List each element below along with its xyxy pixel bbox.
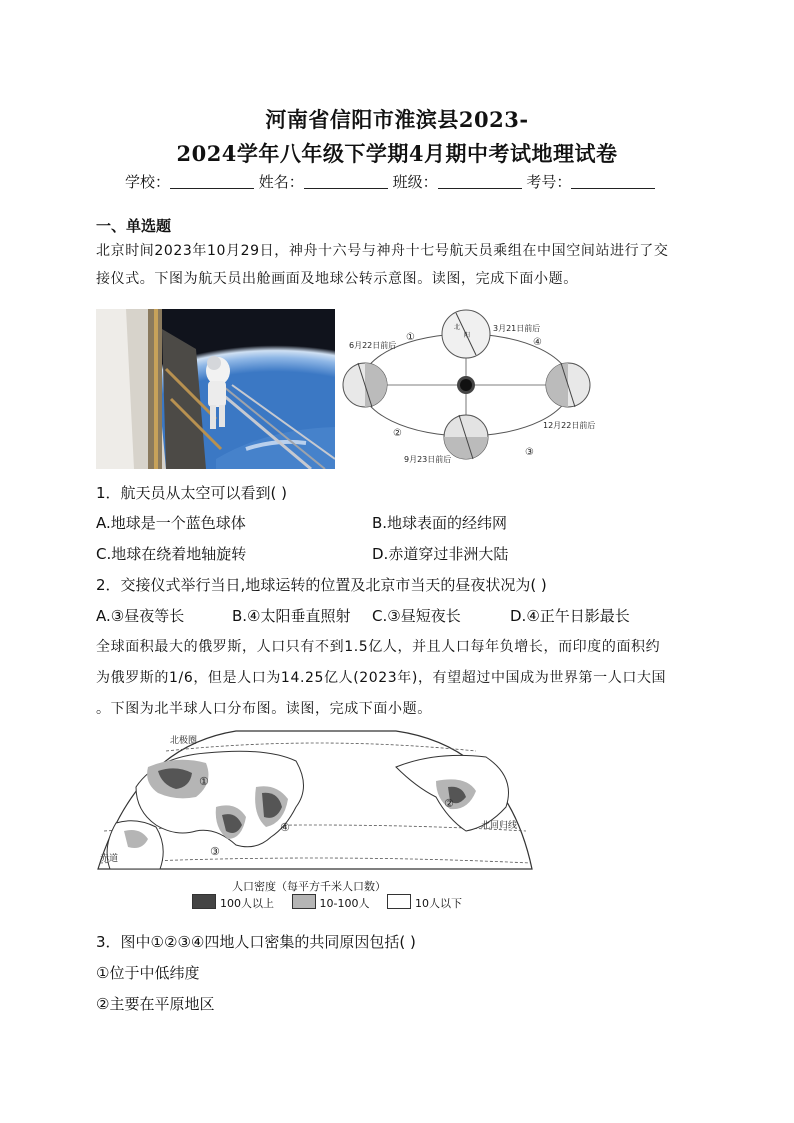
q1-option-a[interactable]: A.地球是一个蓝色球体 bbox=[96, 514, 246, 532]
earth-orbit-diagram bbox=[338, 305, 608, 469]
title-line-1: 河南省信阳市淮滨县2023- bbox=[265, 107, 529, 132]
orbit-label-mar: 3月21日前后 bbox=[493, 324, 541, 333]
student-info-line bbox=[125, 171, 655, 192]
map-num-3: ③ bbox=[210, 845, 220, 858]
section-heading: 一、单选题 bbox=[96, 217, 172, 235]
passage2-line3: 。下图为北半球人口分布图。读图，完成下面小题。 bbox=[96, 701, 432, 717]
passage1-line2: 接仪式。下图为航天员出舱画面及地球公转示意图。读图，完成下面小题。 bbox=[96, 271, 578, 287]
map-num-4: ④ bbox=[280, 821, 290, 834]
q2-option-b[interactable]: B.④太阳垂直照射 bbox=[232, 607, 351, 625]
orbit-num-4: ④ bbox=[533, 337, 542, 348]
map-label-tropic: 北回归线 bbox=[481, 821, 518, 831]
q3-statement-1: ①位于中低纬度 bbox=[96, 964, 200, 982]
q3-stem: 3．图中①②③④四地人口密集的共同原因包括( ) bbox=[96, 933, 416, 951]
legend-title: 人口密度（每平方千米人口数） bbox=[232, 880, 386, 893]
legend-label-high: 100人以上 bbox=[220, 897, 274, 910]
map-num-1: ① bbox=[199, 775, 209, 788]
name-label: 姓名： bbox=[258, 173, 304, 191]
map-label-arctic: 北极圈 bbox=[170, 736, 198, 746]
school-label: 学校： bbox=[125, 173, 171, 191]
legend-label-low: 10人以下 bbox=[414, 897, 462, 910]
map-label-equator: 赤道 bbox=[100, 854, 119, 864]
passage1-line1: 北京时间2023年10月29日，神舟十六号与神舟十七号航天员乘组在中国空间站进行了交 bbox=[96, 243, 669, 259]
q1-stem: 1．航天员从太空可以看到( ) bbox=[96, 484, 288, 502]
title-line-2: 2024学年八年级下学期4月期中考试地理试卷 bbox=[176, 141, 618, 166]
legend-swatch-low bbox=[387, 894, 411, 909]
q2-option-d[interactable]: D.④正午日影最长 bbox=[510, 607, 630, 625]
q1-option-d[interactable]: D.赤道穿过非洲大陆 bbox=[372, 545, 509, 563]
orbit-label-sep: 9月23日前后 bbox=[404, 455, 452, 464]
q2-option-a[interactable]: A.③昼夜等长 bbox=[96, 607, 185, 625]
school-blank[interactable] bbox=[170, 174, 254, 189]
q1-option-b[interactable]: B.地球表面的经纬网 bbox=[372, 514, 508, 532]
orbit-num-2: ② bbox=[393, 428, 402, 439]
astronaut-photo bbox=[96, 309, 335, 469]
map-num-2: ② bbox=[444, 797, 454, 810]
orbit-label-dec: 12月22日前后 bbox=[543, 421, 596, 430]
legend-label-mid: 10-100人 bbox=[319, 897, 370, 910]
class-label: 班级： bbox=[392, 173, 438, 191]
legend-swatch-high bbox=[192, 894, 216, 909]
q1-option-c[interactable]: C.地球在绕着地轴旋转 bbox=[96, 545, 247, 563]
orbit-label-jun: 6月22日前后 bbox=[349, 341, 397, 350]
name-blank[interactable] bbox=[304, 174, 388, 189]
legend-swatch-mid bbox=[292, 894, 316, 909]
passage2-line2: 为俄罗斯的1/6，但是人口为14.25亿人(2023年)，有望超过中国成为世界第一人口大国 bbox=[96, 670, 667, 686]
map-legend bbox=[192, 894, 462, 911]
orbit-num-3: ③ bbox=[525, 447, 534, 458]
population-map bbox=[96, 727, 534, 873]
id-blank[interactable] bbox=[571, 174, 655, 189]
earth-september bbox=[444, 415, 488, 459]
id-label: 考号： bbox=[526, 173, 572, 191]
earth-december bbox=[546, 363, 590, 407]
class-blank[interactable] bbox=[438, 174, 522, 189]
q2-stem: 2．交接仪式举行当日,地球运转的位置及北京市当天的昼夜状况为( ) bbox=[96, 576, 547, 594]
svg-text:北: 北 bbox=[454, 324, 461, 331]
q3-statement-2: ②主要在平原地区 bbox=[96, 995, 215, 1013]
q2-option-c[interactable]: C.③昼短夜长 bbox=[372, 607, 461, 625]
earth-march bbox=[442, 310, 490, 358]
earth-june bbox=[343, 363, 387, 407]
orbit-num-1: ① bbox=[406, 332, 415, 343]
svg-text:阳: 阳 bbox=[464, 332, 471, 339]
passage2-line1: 全球面积最大的俄罗斯，人口只有不到1.5亿人，并且人口每年负增长，而印度的面积约 bbox=[96, 639, 661, 655]
